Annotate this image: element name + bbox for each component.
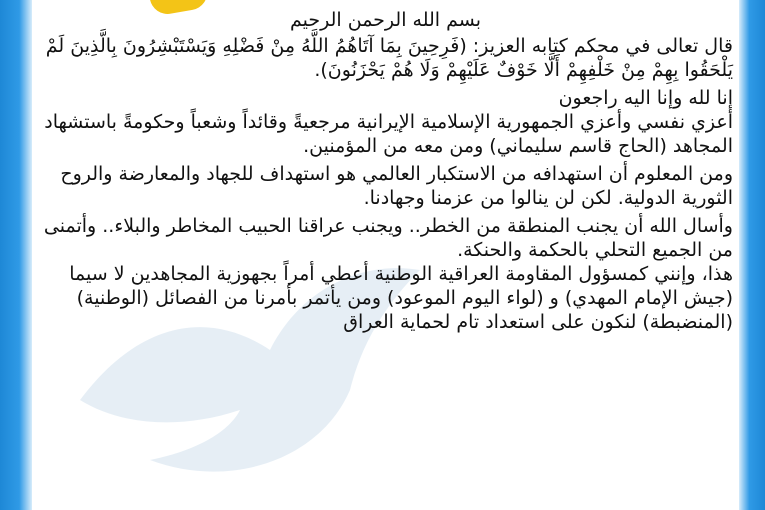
- statement-document: [38, 8, 733, 510]
- bismillah-heading: بسم الله الرحمن الرحيم: [290, 9, 481, 31]
- prayer-paragraph: وأسال الله أن يجنب المنطقة من الخطر.. ويجنب عراقنا الحبيب المخاطر والبلاء.. وأتمنى من الجميع التحلي بالحكمة والحنكة.: [43, 215, 733, 261]
- quran-verse-paragraph: قال تعالى في محكم كتابه العزيز: (فَرِحِينَ بِمَا آتَاهُمُ اللَّهُ مِنْ فَضْلِهِ وَيَسْتَبْشِرُونَ بِالَّذِينَ لَمْ يَلْحَقُوا بِهِمْ مِنْ خَلْفِهِمْ أَلَّا خَوْفٌ عَلَيْهِمْ وَلَا هُمْ يَحْزَنُونَ).: [45, 35, 733, 81]
- order-paragraph: هذا، وإنني كمسؤول المقاومة العراقية الوطنية أعطي أمراً بجهوزية المجاهدين لا سيما (جيش الإمام المهدي) و (لواء اليوم الموعود) ومن يأتمر بأمرنا من الفصائل (الوطنية) (المنضبطة) لنكون على استعداد تام لحماية العراق: [69, 263, 733, 333]
- left-frame-border: [0, 0, 32, 510]
- condolence-phrase: إنا لله وإنا اليه راجعون: [558, 87, 733, 109]
- right-frame-border: [739, 0, 765, 510]
- statement-paragraph: ومن المعلوم أن استهدافه من الاستكبار العالمي هو استهداف للجهاد والمعارضة والروح الثورية الدولية. لكن لن ينالوا من عزمنا وجهادنا.: [60, 163, 733, 209]
- condolence-paragraph: أعزي نفسي وأعزي الجمهورية الإسلامية الإيرانية مرجعيةً وقائداً وشعباً وحكومةً باستشهاد المجاهد (الحاج قاسم سليماني) ومن معه من المؤمنين.: [44, 111, 733, 157]
